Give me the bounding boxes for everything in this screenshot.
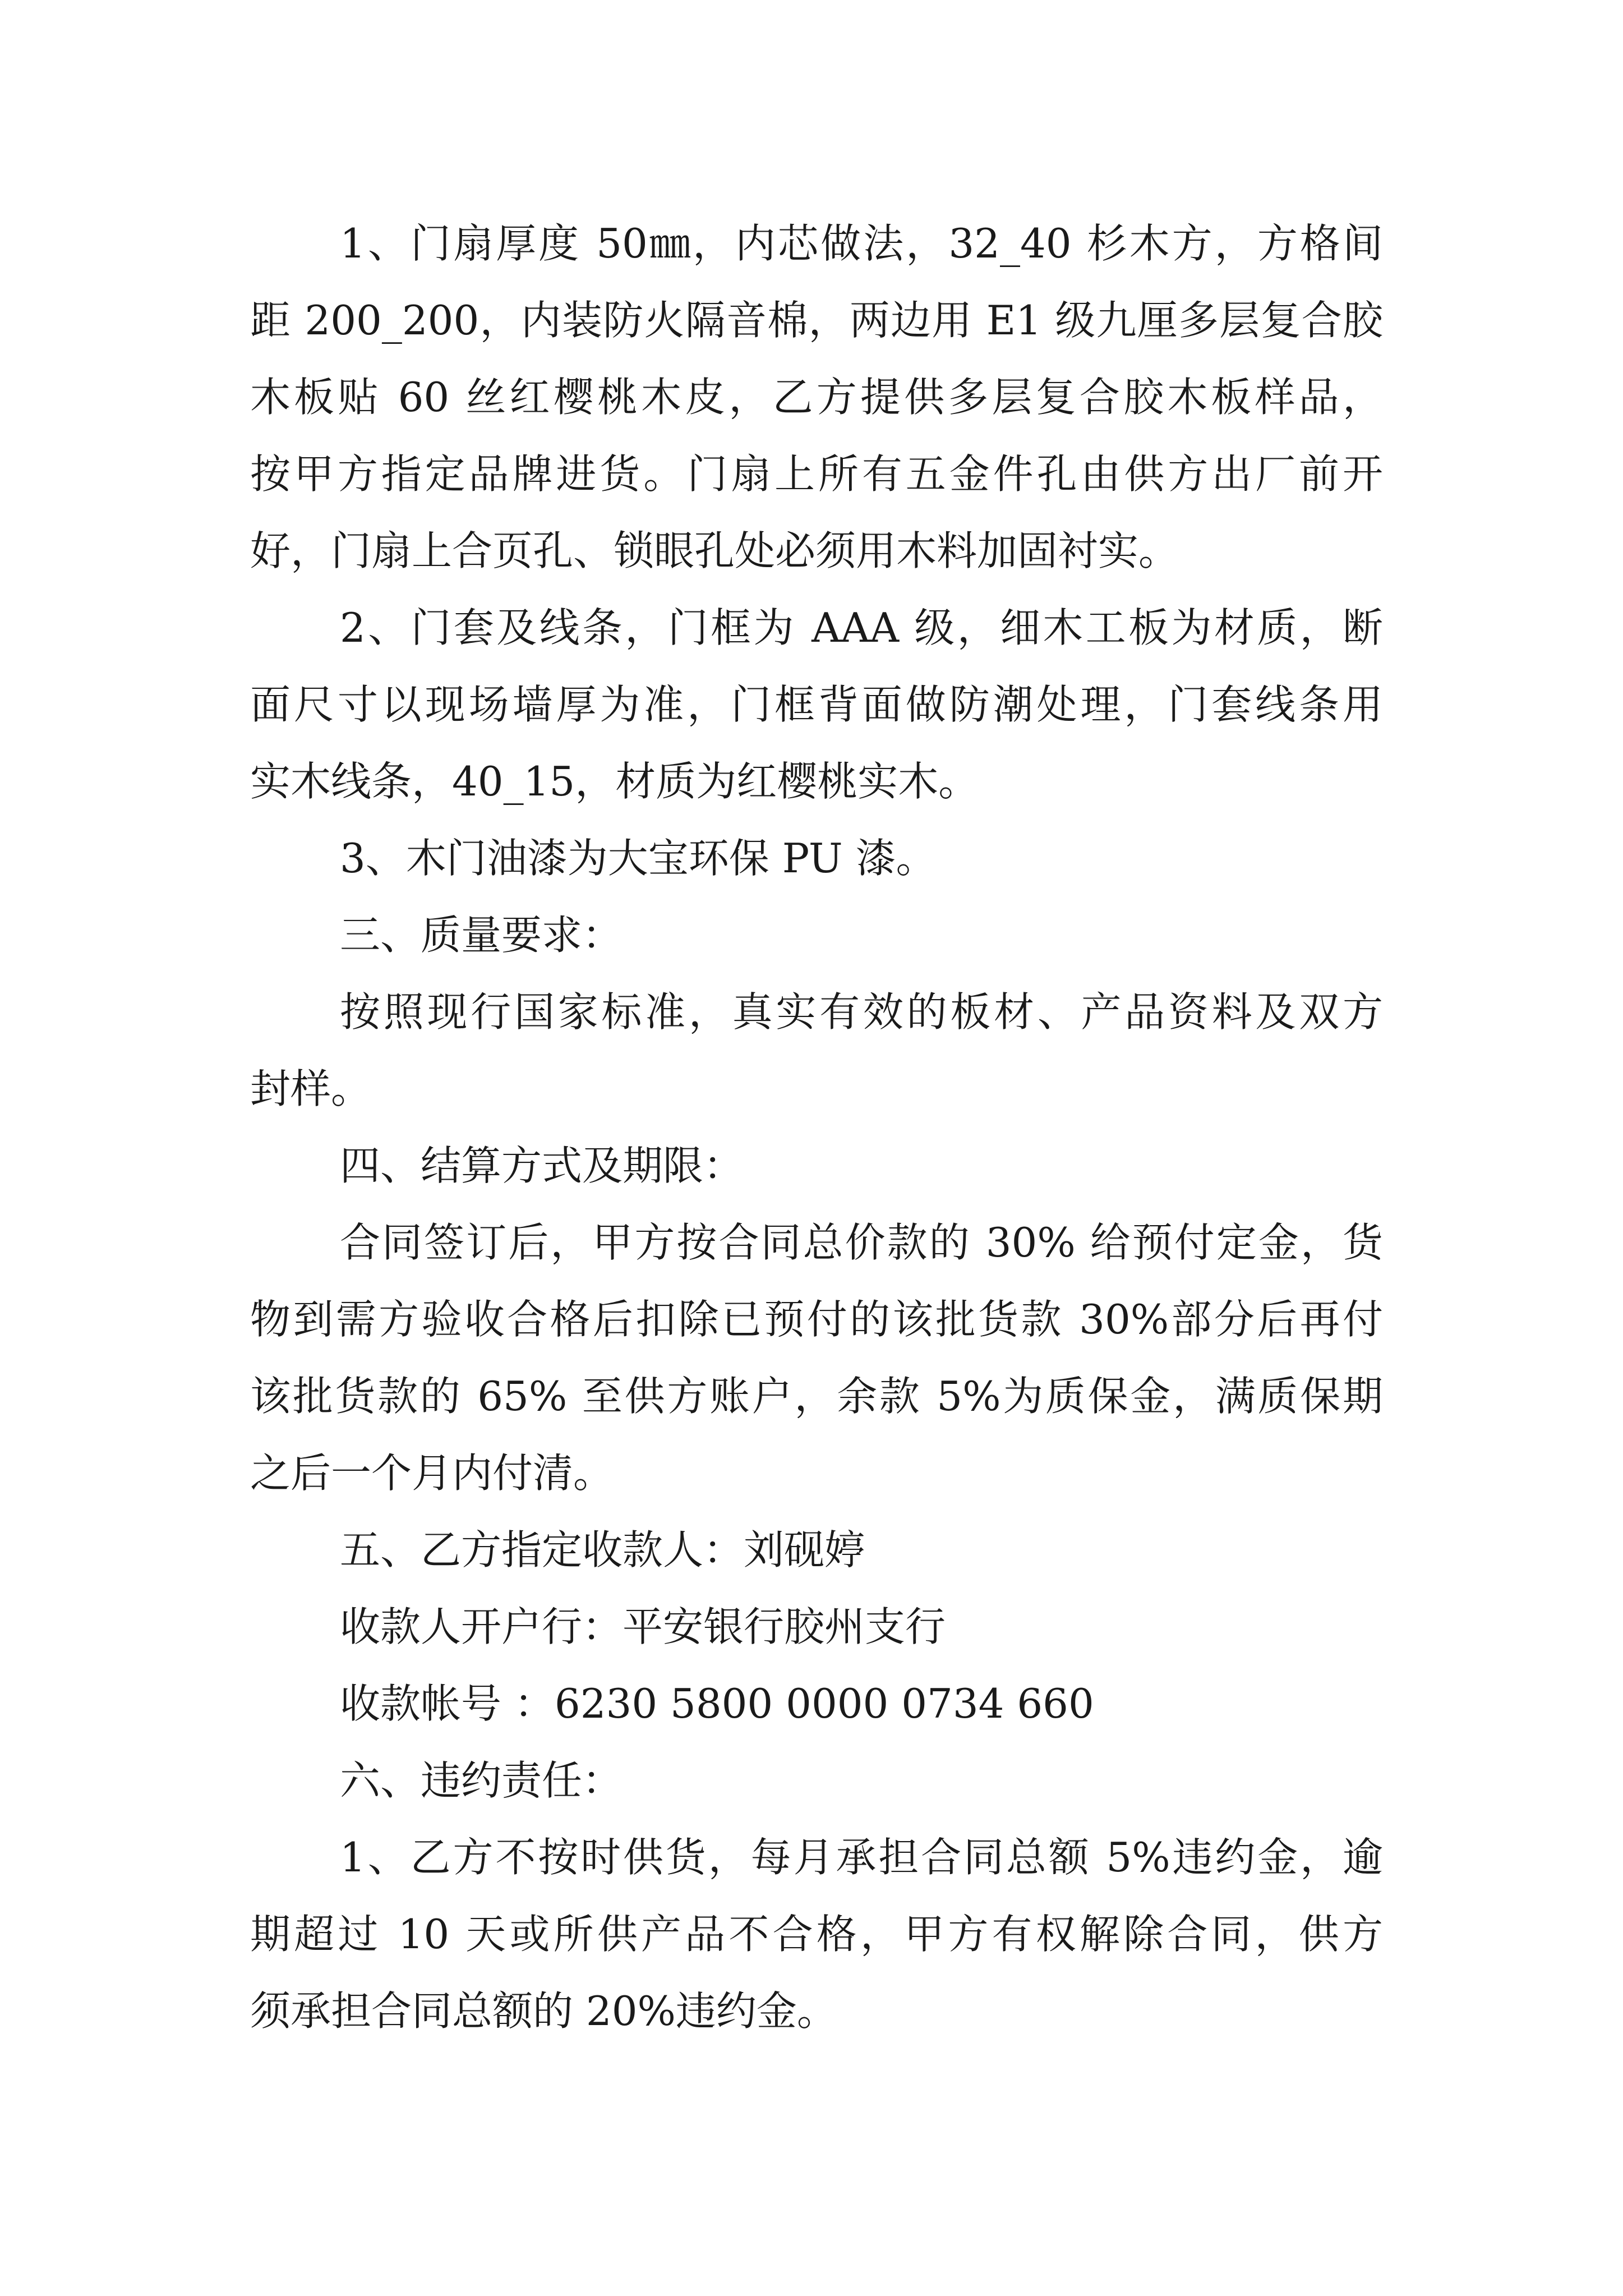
text-line: 物到需方验收合格后扣除已预付的该批货款 30%部分后再付 [250,1296,1383,1343]
text-line: 实木线条，40_15，材质为红樱桃实木。 [250,758,979,805]
text-line: 合同签订后，甲方按合同总价款的 30% 给预付定金，货 [340,1219,1383,1266]
text-line: 期超过 10 天或所供产品不合格，甲方有权解除合同，供方 [250,1911,1383,1958]
text-line: 面尺寸以现场墙厚为准，门框背面做防潮处理，门套线条用 [250,681,1383,728]
text-line: 1、门扇厚度 50㎜，内芯做法，32_40 杉木方，方格间 [340,220,1383,267]
text-line: 之后一个月内付清。 [250,1450,614,1497]
section-heading: 六、违约责任： [340,1757,623,1804]
text-line: 1、乙方不按时供货，每月承担合同总额 5%违约金，逾 [340,1834,1383,1881]
section-heading: 五、乙方指定收款人：刘砚婷 [340,1526,865,1573]
text-line: 收款帐号 ：6230 5800 0000 0734 660 [340,1680,1094,1727]
text-line: 须承担合同总额的 20%违约金。 [250,1987,837,2035]
document-body [250,205,1383,2050]
text-line: 2、门套及线条，门框为 AAA 级，细木工板为材质，断 [340,604,1383,651]
text-line: 按甲方指定品牌进货。门扇上所有五金件孔由供方出厂前开 [250,450,1383,498]
text-line: 该批货款的 65% 至供方账户，余款 5%为质保金，满质保期 [250,1373,1383,1420]
text-line: 好，门扇上合页孔、锁眼孔处必须用木料加固衬实。 [250,527,1179,574]
text-line: 木板贴 60 丝红樱桃木皮，乙方提供多层复合胶木板样品， [250,374,1383,421]
text-line: 按照现行国家标准，真实有效的板材、产品资料及双方 [340,988,1383,1036]
section-heading: 三、质量要求： [340,912,623,959]
text-line: 收款人开户行：平安银行胶州支行 [340,1603,946,1650]
text-line: 封样。 [250,1065,372,1112]
text-line: 距 200_200，内装防火隔音棉，两边用 E1 级九厘多层复合胶 [250,297,1383,344]
text-line: 3、木门油漆为大宝环保 PU 漆。 [340,835,937,882]
section-heading: 四、结算方式及期限： [340,1142,744,1189]
